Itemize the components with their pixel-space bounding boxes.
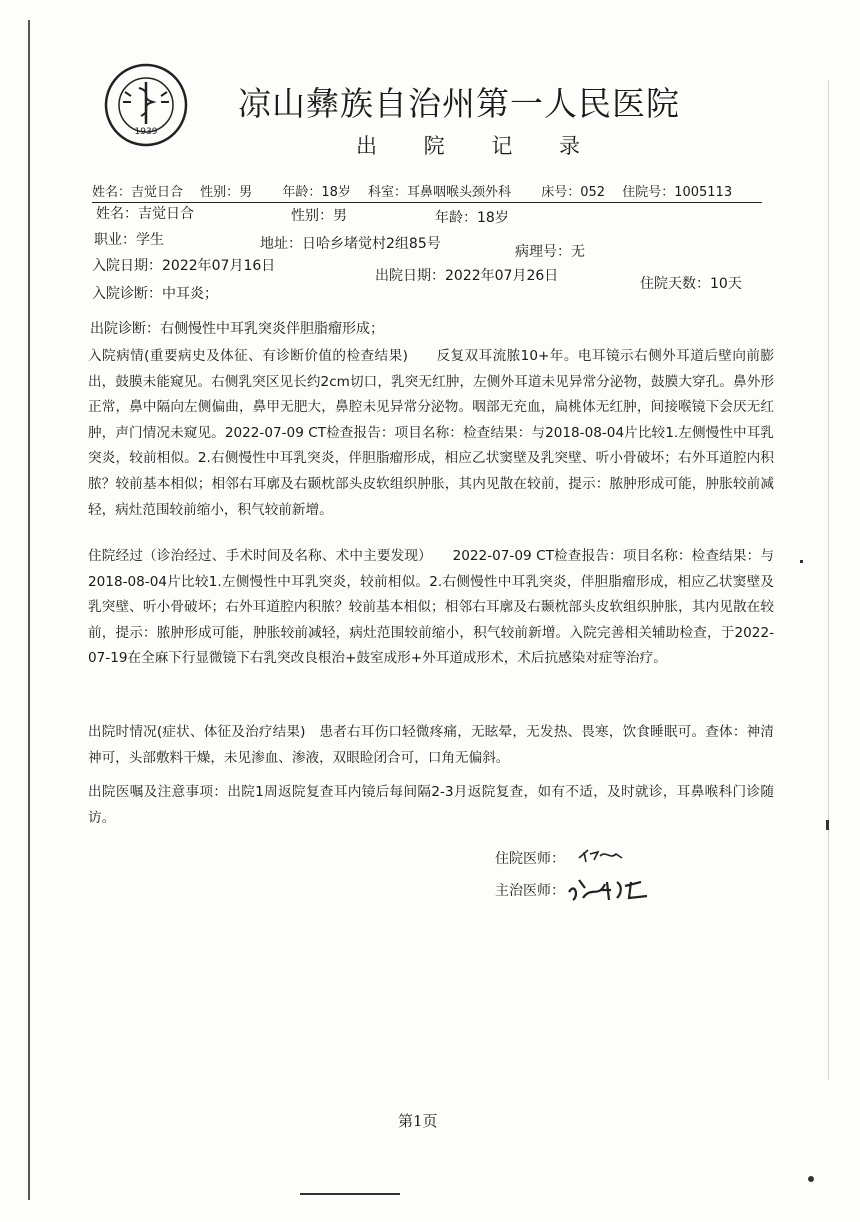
attending-signature xyxy=(565,872,655,904)
page-number: 第1页 xyxy=(398,1112,438,1130)
hospital-logo xyxy=(103,62,189,148)
discharge-status: 出院时情况(症状、体征及治疗结果) 患者右耳伤口轻微疼痛，无眩晕，无发热、畏寒，饮食睡眠可。查体：神清神可，头部敷料干燥，未见渗血、渗液，双眼睑闭合可，口角无偏斜。 xyxy=(88,724,774,766)
scan-edge-line xyxy=(28,20,30,1200)
patient-occupation: 职业：学生 xyxy=(94,232,164,248)
hospital-stay-days: 住院天数：10天 xyxy=(640,276,742,292)
patient-header-strip xyxy=(92,181,762,203)
document-title: 出 院 记 录 xyxy=(356,134,601,158)
admission-condition: 入院病情(重要病史及体征、有诊断价值的检查结果) 反复双耳流脓10+年。电耳镜示右侧外耳道后壁向前膨出，鼓膜未能窥见。右侧乳突区见长约2cm切口，乳突无红肿，左侧外耳道未见异常分泌物，鼓膜大穿孔。鼻外形正常，鼻中隔向左侧偏曲，鼻甲无肥大，鼻腔未见异常分泌物。咽部无充血，扁桃体无红肿，间接喉镜下会厌无红肿，声门情况未窥见。2022-07-09 CT检查报告：项目名称：检查结果：与2018-08-04片比较1.左侧慢性中耳乳突炎，较前相似。2.右侧慢性中耳乳突炎，伴胆脂瘤形成，相应乙状窦壁及乳突壁、听小骨破坏；右外耳道腔内积脓？较前基本相似；相邻右耳廓及右颞枕部头皮软组织肿胀，其内见散在较前，提示：脓肿形成可能，肿胀较前减轻，病灶范围较前缩小，积气较前新增。 xyxy=(88,348,774,518)
admission-diagnosis: 入院诊断：中耳炎； xyxy=(92,286,218,302)
strip-bed: 床号：052 xyxy=(541,185,606,200)
scan-dot xyxy=(808,1176,814,1182)
patient-gender: 性别：男 xyxy=(291,208,347,224)
strip-age: 年龄：18岁 xyxy=(282,185,351,200)
scan-mark xyxy=(300,1193,400,1195)
strip-admission-no: 住院号：1005113 xyxy=(622,185,733,200)
discharge-date: 出院日期：2022年07月26日 xyxy=(375,268,559,284)
scan-edge-line-right xyxy=(828,80,829,1080)
admission-date: 入院日期：2022年07月16日 xyxy=(92,258,276,274)
hospital-course: 住院经过（诊治经过、手术时间及名称、术中主要发现） 2022-07-09 CT检查报告：项目名称：检查结果：与2018-08-04片比较1.左侧慢性中耳乳突炎，较前相似。2.右侧慢性中耳乳突炎，伴胆脂瘤形成，相应乙状窦壁及乳突壁、听小骨破坏；右外耳道腔内积脓？较前基本相似；相邻右耳廓及右颞枕部头皮软组织肿胀，其内见散在较前，提示：脓肿形成可能，肿胀较前减轻，病灶范围较前缩小，积气较前新增。入院完善相关辅助检查，于2022-07-19在全麻下行显微镜下右乳突改良根治+鼓室成形+外耳道成形术，术后抗感染对症等治疗。 xyxy=(88,548,774,667)
resident-physician-label: 住院医师： xyxy=(495,851,565,867)
attending-physician-label: 主治医师： xyxy=(495,883,565,899)
strip-dept: 科室：耳鼻咽喉头颈外科 xyxy=(368,185,512,200)
discharge-advice: 出院医嘱及注意事项：出院1周返院复查耳内镜后每间隔2-3月返院复查，如有不适，及时就诊，耳鼻喉科门诊随访。 xyxy=(88,784,774,826)
hospital-name: 凉山彝族自治州第一人民医院 xyxy=(238,84,680,123)
patient-age: 年龄：18岁 xyxy=(435,210,509,226)
scan-dot xyxy=(826,820,829,830)
pathology-number: 病理号：无 xyxy=(515,244,585,260)
discharge-diagnosis: 出院诊断：右侧慢性中耳乳突炎伴胆脂瘤形成； xyxy=(90,321,384,337)
strip-name: 姓名：吉觉日合 xyxy=(92,185,184,200)
resident-signature xyxy=(576,844,626,866)
strip-gender: 性别：男 xyxy=(200,185,253,200)
scan-dot xyxy=(800,560,803,563)
patient-address: 地址：日哈乡堵觉村2组85号 xyxy=(260,236,441,252)
svg-text:1939: 1939 xyxy=(134,127,158,137)
patient-name: 姓名：吉觉日合 xyxy=(96,206,194,222)
